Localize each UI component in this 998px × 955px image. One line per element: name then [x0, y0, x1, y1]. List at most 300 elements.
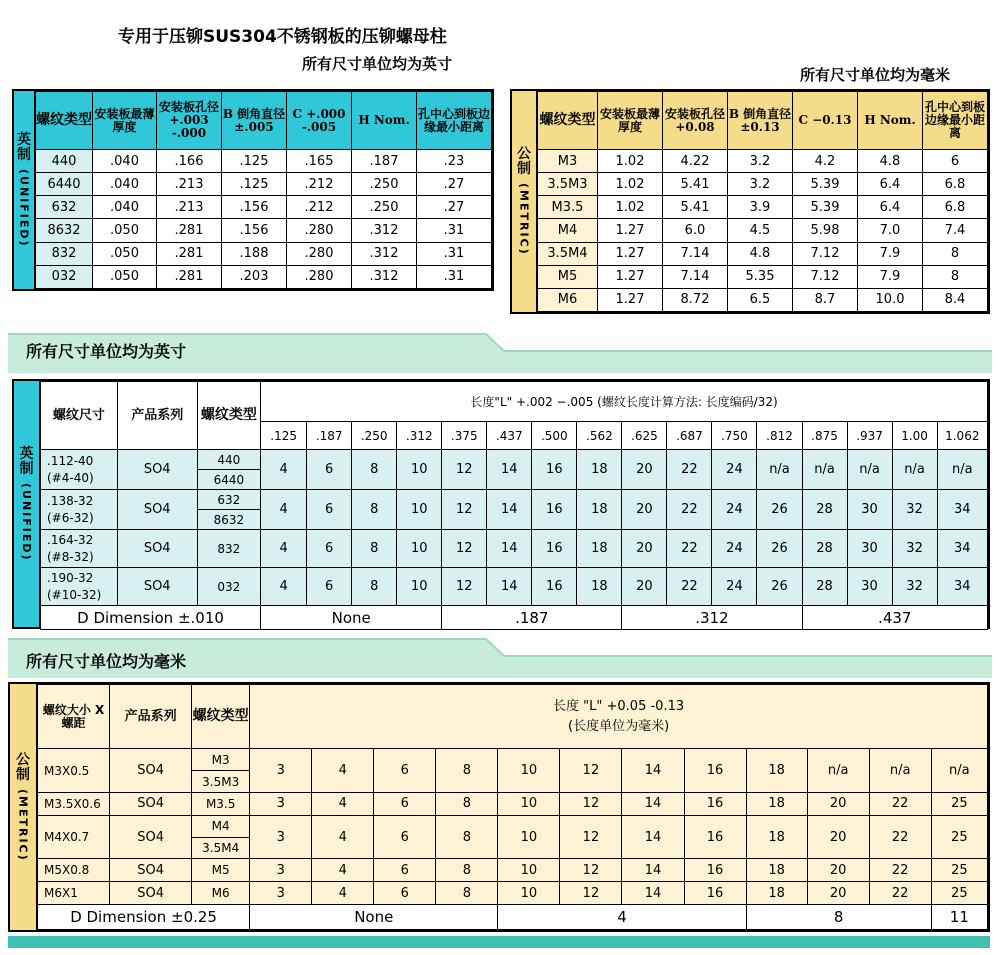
side-en: (UNIFIED)	[20, 482, 33, 562]
length-code-cell: 12	[560, 749, 622, 793]
length-code-cell: 18	[746, 749, 807, 793]
thread-size-cell: M6X1	[38, 882, 110, 905]
table-cell: .040	[93, 150, 157, 173]
table-cell: 7.14	[663, 265, 728, 288]
length-code-cell: 6	[307, 530, 352, 568]
table-cell: 6.4	[858, 196, 923, 219]
length-code-cell: 22	[667, 450, 712, 490]
length-code-cell: 32	[892, 568, 937, 606]
length-code-cell: 4	[312, 815, 374, 859]
table-cell: .281	[157, 265, 222, 288]
thread-type-cell: 032	[197, 568, 260, 606]
table-cell: 8.7	[793, 288, 858, 311]
column-header: 孔中心到板边缘最小距离	[417, 92, 492, 150]
series-cell: SO4	[117, 490, 197, 530]
page-title: 专用于压铆SUS304不锈钢板的压铆螺母柱	[118, 27, 447, 47]
series-cell: SO4	[110, 792, 192, 815]
length-code-cell: 14	[487, 568, 532, 606]
table-cell: .281	[157, 219, 222, 242]
d-dimension-row	[38, 905, 988, 930]
length-code-cell: 14	[622, 815, 684, 859]
table-row	[41, 450, 988, 470]
length-code-cell: 22	[869, 815, 931, 859]
length-code-cell: 4	[261, 530, 307, 568]
length-code-cell: 18	[577, 568, 622, 606]
thread-size-cell: M5X0.8	[38, 859, 110, 882]
thread-type-cell: M4	[538, 219, 598, 242]
side-char: 公	[517, 146, 531, 163]
length-code-cell: 14	[487, 530, 532, 568]
length-code-cell: 10	[397, 530, 442, 568]
length-code-cell: 18	[577, 490, 622, 530]
length-value-header: .250	[352, 422, 397, 450]
length-code-cell: 8	[352, 568, 397, 606]
length-code-cell: 18	[746, 882, 807, 905]
table-cell: 1.27	[598, 242, 663, 265]
thread-type-cell: M5	[538, 265, 598, 288]
column-header: C −0.13	[793, 92, 858, 150]
length-code-cell: 18	[746, 859, 807, 882]
length-code-cell: 12	[560, 859, 622, 882]
table-cell: 4.8	[858, 150, 923, 173]
thread-type-cell: M5	[192, 859, 250, 882]
length-code-cell: 22	[869, 792, 931, 815]
table-cell: .188	[222, 242, 287, 265]
unified-length-table	[12, 379, 990, 629]
table-cell: .280	[287, 242, 352, 265]
length-code-cell: 14	[487, 450, 532, 490]
column-header: H Nom.	[352, 92, 417, 150]
thread-type-cell: 3.5M4	[192, 837, 250, 859]
length-code-cell: 4	[261, 490, 307, 530]
length-code-cell: 16	[684, 792, 746, 815]
length-code-cell: 18	[577, 530, 622, 568]
mm-banner-title: 所有尺寸单位均为毫米	[26, 652, 187, 671]
table-cell: 6	[923, 150, 988, 173]
thread-type-cell: 8632	[36, 219, 93, 242]
column-header: 螺纹类型	[36, 92, 93, 150]
length-code-cell: 24	[712, 530, 757, 568]
table-cell: .203	[222, 265, 287, 288]
table-cell: .312	[352, 242, 417, 265]
table-cell: 7.14	[663, 242, 728, 265]
length-code-cell: 4	[261, 450, 307, 490]
table-row	[36, 173, 492, 196]
table-cell: .040	[93, 196, 157, 219]
length-code-cell: 20	[807, 815, 869, 859]
table-cell: 6.0	[663, 219, 728, 242]
thread-type-cell: 6440	[197, 470, 260, 490]
length-code-cell: 34	[937, 530, 987, 568]
table-cell: .280	[287, 219, 352, 242]
table-cell: 7.9	[858, 242, 923, 265]
side-en: (METRIC)	[517, 183, 531, 256]
d-dimension-value: .437	[802, 606, 988, 630]
length-code-cell: 14	[622, 882, 684, 905]
header-row	[36, 92, 492, 150]
side-en: (UNIFIED)	[17, 168, 31, 248]
thread-type-cell: M4	[192, 815, 250, 837]
length-code-cell: 22	[667, 530, 712, 568]
side-char: 制	[517, 161, 531, 178]
side-char: 制	[16, 766, 30, 783]
length-value-header: .562	[577, 422, 622, 450]
length-code-cell: 3	[250, 859, 312, 882]
table-cell: .050	[93, 242, 157, 265]
table-cell: 1.27	[598, 288, 663, 311]
thread-type-header: 螺纹类型	[197, 382, 260, 450]
header-row	[38, 685, 988, 749]
length-code-cell: 10	[397, 568, 442, 606]
table-cell: .040	[93, 173, 157, 196]
thread-size-cell: .164-32 (#8-32)	[41, 530, 118, 568]
side-char: 制	[17, 146, 31, 163]
table-row	[41, 490, 988, 510]
length-code-cell: 30	[847, 530, 892, 568]
length-code-cell: 8	[352, 450, 397, 490]
length-header	[250, 685, 988, 749]
thread-size-cell: .190-32 (#10-32)	[41, 568, 118, 606]
length-value-header: .750	[712, 422, 757, 450]
length-code-cell: 10	[397, 490, 442, 530]
thread-type-cell: 3.5M3	[538, 173, 598, 196]
thread-size-cell: M3X0.5	[38, 749, 110, 793]
thread-type-cell: 3.5M4	[538, 242, 598, 265]
table-row	[36, 219, 492, 242]
table-row	[538, 219, 988, 242]
length-code-cell: 25	[931, 882, 987, 905]
table-row	[38, 792, 988, 815]
length-code-cell: 18	[746, 815, 807, 859]
thread-type-cell: 632	[197, 490, 260, 510]
length-value-header: .937	[847, 422, 892, 450]
column-header: H Nom.	[858, 92, 923, 150]
length-code-cell: 8	[436, 792, 498, 815]
table-row	[36, 150, 492, 173]
series-cell: SO4	[117, 568, 197, 606]
length-code-cell: 16	[684, 815, 746, 859]
length-code-cell: 25	[931, 859, 987, 882]
table-cell: .125	[222, 173, 287, 196]
length-value-header: .812	[757, 422, 802, 450]
length-code-cell: 6	[307, 450, 352, 490]
length-code-cell: 12	[560, 815, 622, 859]
thread-type-cell: 440	[197, 450, 260, 470]
table-cell: .213	[157, 173, 222, 196]
series-header: 产品系列	[110, 685, 192, 749]
length-code-cell: 18	[577, 450, 622, 490]
d-dimension-value: None	[261, 606, 442, 630]
length-code-cell: 20	[807, 859, 869, 882]
unified-spec-table	[12, 89, 494, 291]
d-dimension-value: 11	[931, 905, 987, 930]
length-value-header: .687	[667, 422, 712, 450]
table-row	[41, 568, 988, 606]
thread-type-cell: M6	[192, 882, 250, 905]
thread-type-cell: 032	[36, 265, 93, 288]
length-header: 长度"L" +.002 −.005 (螺纹长度计算方法: 长度编码/32)	[261, 382, 988, 422]
length-value-header: .437	[487, 422, 532, 450]
d-dimension-value: 8	[746, 905, 931, 930]
length-code-cell: n/a	[757, 450, 802, 490]
table-cell: 5.41	[663, 196, 728, 219]
d-dimension-row	[41, 606, 988, 630]
table-row	[41, 530, 988, 568]
table-cell: 8.72	[663, 288, 728, 311]
table-cell: 8	[923, 265, 988, 288]
length-code-cell: 24	[712, 568, 757, 606]
table-cell: 8.4	[923, 288, 988, 311]
side-char: 英	[19, 445, 34, 462]
table-cell: 3.2	[728, 173, 793, 196]
length-code-cell: n/a	[937, 450, 987, 490]
length-code-cell: 4	[261, 568, 307, 606]
side-char: 英	[17, 131, 31, 148]
length-code-cell: 18	[746, 792, 807, 815]
thread-type-cell: 832	[197, 530, 260, 568]
length-code-cell: 14	[487, 490, 532, 530]
length-code-cell: 28	[802, 568, 847, 606]
column-header: C +.000 -.005	[287, 92, 352, 150]
length-code-cell: 28	[802, 530, 847, 568]
length-code-cell: 20	[622, 450, 667, 490]
table-cell: 1.27	[598, 265, 663, 288]
table-cell: 3.2	[728, 150, 793, 173]
length-value-header: .625	[622, 422, 667, 450]
table-cell: 8	[923, 242, 988, 265]
table-cell: 10.0	[858, 288, 923, 311]
thread-type-cell: M3	[192, 749, 250, 771]
series-cell: SO4	[110, 815, 192, 859]
table-cell: 4.22	[663, 150, 728, 173]
d-dimension-value: 4	[498, 905, 746, 930]
length-code-cell: 12	[442, 530, 487, 568]
length-code-cell: 14	[622, 749, 684, 793]
unit-inch-label: 所有尺寸单位均为英寸	[302, 55, 453, 73]
length-code-cell: n/a	[802, 450, 847, 490]
series-cell: SO4	[110, 749, 192, 793]
thread-type-cell: M3.5	[192, 792, 250, 815]
length-code-cell: 16	[684, 749, 746, 793]
series-cell: SO4	[117, 450, 197, 490]
thread-type-cell: M6	[538, 288, 598, 311]
footer-bar	[8, 936, 990, 948]
table-row	[538, 242, 988, 265]
length-code-cell: 4	[312, 882, 374, 905]
length-code-cell: 16	[684, 859, 746, 882]
metric-length-table	[8, 682, 990, 932]
length-header-line2: (长度单位为毫米)	[568, 718, 670, 734]
length-code-cell: 22	[667, 568, 712, 606]
thread-type-cell: 440	[36, 150, 93, 173]
length-code-cell: 3	[250, 792, 312, 815]
length-code-cell: 6	[374, 792, 436, 815]
length-code-cell: 28	[802, 490, 847, 530]
length-code-cell: 10	[498, 882, 560, 905]
table-cell: .165	[287, 150, 352, 173]
table-cell: 5.41	[663, 173, 728, 196]
length-code-cell: 6	[307, 568, 352, 606]
table-row	[538, 196, 988, 219]
length-code-cell: 25	[931, 792, 987, 815]
table-cell: .156	[222, 196, 287, 219]
unified-side-label	[14, 91, 35, 289]
length-value-header: .187	[307, 422, 352, 450]
table-cell: 7.12	[793, 242, 858, 265]
thread-size-cell: M3.5X0.6	[38, 792, 110, 815]
length-code-cell: 8	[436, 815, 498, 859]
thread-type-cell: 3.5M3	[192, 771, 250, 793]
length-header-line1: 长度 "L" +0.05 -0.13	[553, 698, 685, 714]
length-code-cell: 8	[436, 749, 498, 793]
length-code-cell: 12	[442, 568, 487, 606]
table-cell: .250	[352, 196, 417, 219]
length-code-cell: 16	[532, 450, 577, 490]
d-dimension-label: D Dimension ±0.25	[38, 905, 250, 930]
length-code-cell: n/a	[847, 450, 892, 490]
length-code-cell: 12	[442, 490, 487, 530]
length-code-cell: 10	[498, 815, 560, 859]
table-cell: .280	[287, 265, 352, 288]
table-cell: .050	[93, 265, 157, 288]
series-cell: SO4	[117, 530, 197, 568]
table-cell: 7.4	[923, 219, 988, 242]
table-cell: 1.02	[598, 150, 663, 173]
table-cell: .27	[417, 196, 492, 219]
thread-size-cell: M4X0.7	[38, 815, 110, 859]
length-code-cell: 34	[937, 490, 987, 530]
length-code-cell: 20	[807, 882, 869, 905]
table-cell: 5.39	[793, 173, 858, 196]
series-cell: SO4	[110, 882, 192, 905]
length-code-cell: 6	[307, 490, 352, 530]
column-header: 安装板孔径 +.003 -.000	[157, 92, 222, 150]
metric-spec-table	[510, 89, 990, 314]
table-cell: 4.8	[728, 242, 793, 265]
length-code-cell: 20	[807, 792, 869, 815]
length-code-cell: 10	[498, 792, 560, 815]
length-value-header: .312	[397, 422, 442, 450]
table-cell: 6.5	[728, 288, 793, 311]
length-code-cell: 3	[250, 882, 312, 905]
table-cell: .187	[352, 150, 417, 173]
thread-type-cell: 632	[36, 196, 93, 219]
side-char: 制	[19, 460, 34, 477]
length-code-cell: 26	[757, 530, 802, 568]
length-code-cell: 16	[532, 530, 577, 568]
unit-mm-label: 所有尺寸单位均为毫米	[800, 66, 951, 84]
table-cell: .281	[157, 242, 222, 265]
table-cell: .27	[417, 173, 492, 196]
table-cell: .312	[352, 219, 417, 242]
length-code-cell: 3	[250, 815, 312, 859]
table-cell: 5.35	[728, 265, 793, 288]
length-code-cell: 8	[436, 859, 498, 882]
length-value-header: .375	[442, 422, 487, 450]
column-header: 螺纹类型	[538, 92, 598, 150]
table-cell: 4.5	[728, 219, 793, 242]
length-code-cell: 6	[374, 882, 436, 905]
length-code-cell: 4	[312, 792, 374, 815]
length-code-cell: 25	[931, 815, 987, 859]
table-cell: .23	[417, 150, 492, 173]
series-header: 产品系列	[117, 382, 197, 450]
length-code-cell: 34	[937, 568, 987, 606]
table-cell: 4.2	[793, 150, 858, 173]
table-row	[36, 242, 492, 265]
header-row	[41, 382, 988, 422]
table-cell: .250	[352, 173, 417, 196]
length-code-cell: 20	[622, 568, 667, 606]
thread-type-header: 螺纹类型	[192, 685, 250, 749]
table-cell: 5.39	[793, 196, 858, 219]
length-code-cell: 24	[712, 450, 757, 490]
thread-type-cell: 832	[36, 242, 93, 265]
series-cell: SO4	[110, 859, 192, 882]
d-dimension-value: .187	[442, 606, 622, 630]
table-cell: .125	[222, 150, 287, 173]
length-code-cell: 30	[847, 568, 892, 606]
length-code-cell: 24	[712, 490, 757, 530]
length-code-cell: 10	[397, 450, 442, 490]
length-value-header: 1.062	[937, 422, 987, 450]
column-header: B 倒角直径 ±0.13	[728, 92, 793, 150]
table-cell: 5.98	[793, 219, 858, 242]
table-cell: .31	[417, 242, 492, 265]
table-cell: .212	[287, 196, 352, 219]
column-header: 安装板孔径 +0.08	[663, 92, 728, 150]
table-cell: .212	[287, 173, 352, 196]
table-cell: 3.9	[728, 196, 793, 219]
length-code-cell: 26	[757, 568, 802, 606]
metric-length-side-label	[10, 684, 37, 930]
length-code-cell: n/a	[807, 749, 869, 793]
length-code-cell: 10	[498, 859, 560, 882]
table-cell: 1.02	[598, 196, 663, 219]
length-code-cell: 12	[560, 882, 622, 905]
length-code-cell: 6	[374, 749, 436, 793]
d-dimension-value: None	[250, 905, 498, 930]
column-header: 孔中心到板边缘最小距离	[923, 92, 988, 150]
table-row	[538, 265, 988, 288]
column-header: B 倒角直径 ±.005	[222, 92, 287, 150]
d-dimension-label: D Dimension ±.010	[41, 606, 261, 630]
length-code-cell: 4	[312, 749, 374, 793]
length-code-cell: 16	[684, 882, 746, 905]
length-code-cell: 4	[312, 859, 374, 882]
thread-type-cell: M3.5	[538, 196, 598, 219]
table-row	[38, 859, 988, 882]
column-header: 安装板最薄厚度	[598, 92, 663, 150]
length-value-header: .125	[261, 422, 307, 450]
length-code-cell: 26	[757, 490, 802, 530]
thread-size-header: 螺纹尺寸	[41, 382, 118, 450]
d-dimension-value: .312	[622, 606, 802, 630]
table-cell: 1.27	[598, 219, 663, 242]
thread-type-cell: M3	[538, 150, 598, 173]
inch-banner-title: 所有尺寸单位均为英寸	[26, 342, 187, 361]
table-row	[36, 265, 492, 288]
table-cell: .156	[222, 219, 287, 242]
table-row	[38, 815, 988, 837]
length-code-cell: 32	[892, 490, 937, 530]
thread-type-cell: 6440	[36, 173, 93, 196]
length-code-cell: 22	[869, 882, 931, 905]
metric-side-label	[512, 91, 537, 312]
table-cell: .312	[352, 265, 417, 288]
header-row	[538, 92, 988, 150]
length-value-header: 1.00	[892, 422, 937, 450]
